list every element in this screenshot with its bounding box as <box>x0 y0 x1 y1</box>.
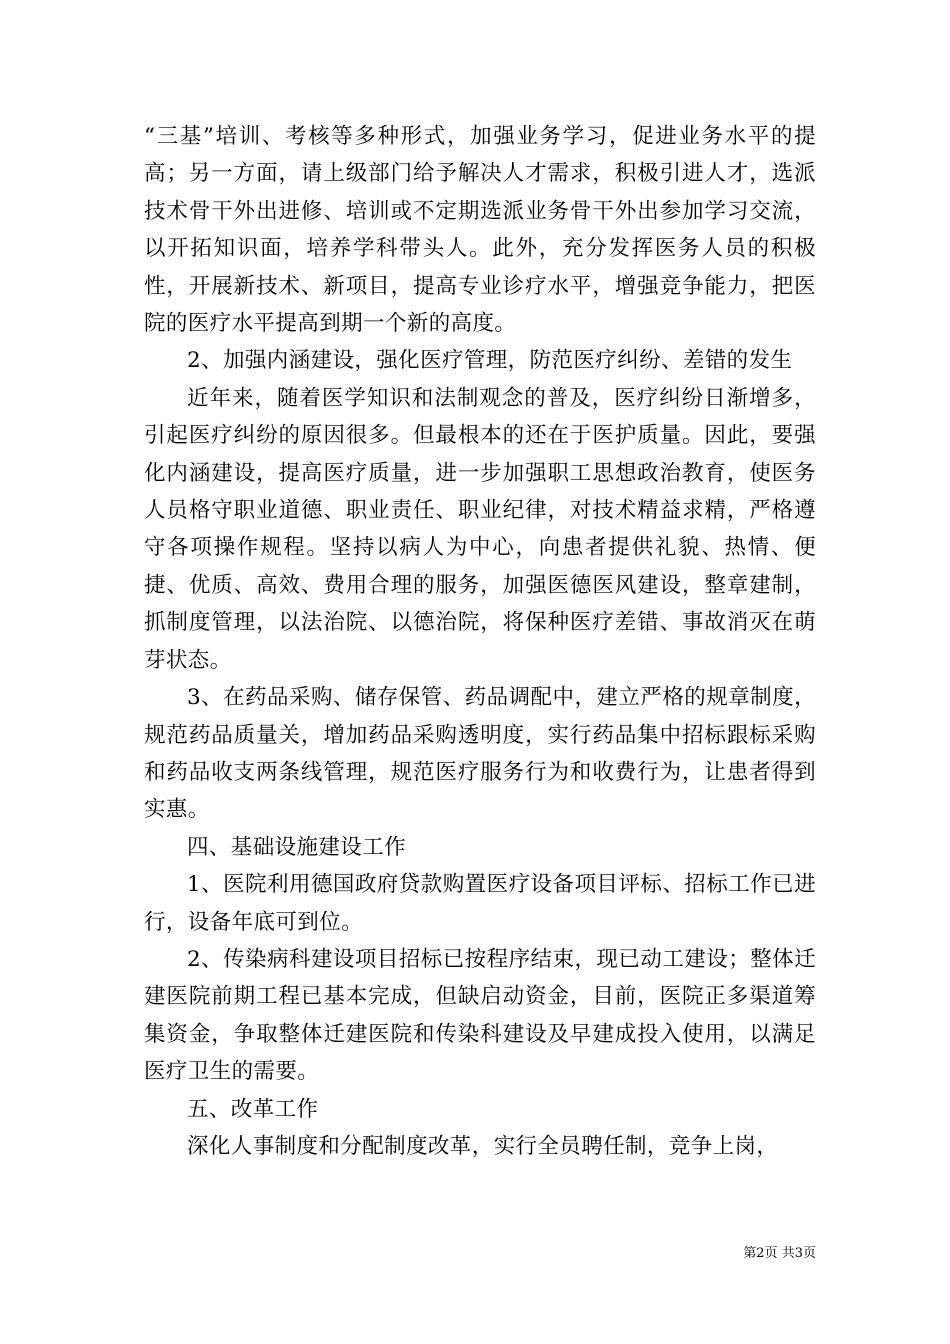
paragraph-3: 近年来，随着医学知识和法制观念的普及，医疗纠纷日渐增多，引起医疗纠纷的原因很多。但最根本的还在于医护质量。因此，要强化内涵建设，提高医疗质量，进一步加强职工思想政治教育，使医务人员格守职业道德、职业责任、职业纪律，对技术精益求精，严格遵守各项操作规程。坚持以病人为中心，向患者提供礼貌、热情、便捷、优质、高效、费用合理的服务，加强医德医风建设，整章建制，抓制度管理，以法治院、以德治院，将保种医疗差错、事故消灭在萌芽状态。 <box>144 385 816 673</box>
footer-total-pages: 3 <box>794 1246 803 1261</box>
footer-suffix: 页 <box>802 1246 816 1261</box>
paragraph-7: 2、传染病科建设项目招标已按程序结束，现已动工建设；整体迁建医院前期工程已基本完成，但缺启动资金，目前，医院正多渠道筹集资金，争取整体迁建医院和传染科建设及早建成投入使用，以满足医疗卫生的需要。 <box>144 946 816 1085</box>
footer-page-number: 2 <box>756 1246 765 1261</box>
section-heading-reform: 五、改革工作 <box>187 1096 319 1122</box>
footer-prefix: 第 <box>743 1246 757 1261</box>
footer-middle: 页 共 <box>764 1246 795 1261</box>
page-footer <box>720 1245 816 1263</box>
document-body <box>144 118 816 1165</box>
paragraph-4: 3、在药品采购、储存保管、药品调配中，建立严格的规章制度，规范药品质量关，增加药品采购透明度，实行药品集中招标跟标采购和药品收支两条线管理，规范医疗服务行为和收费行为，让患者得到实惠。 <box>144 685 816 823</box>
paragraph-1: “三基”培训、考核等多种形式，加强业务学习，促进业务水平的提高；另一方面，请上级部门给予解决人才需求，积极引进人才，选派技术骨干外出进修、培训或不定期选派业务骨干外出参加学习交流，以开拓知识面，培养学科带头人。此外，充分发挥医务人员的积极性，开展新技术、新项目，提高专业诊疗水平，增强竞争能力，把医院的医疗水平提高到期一个新的高度。 <box>144 124 816 337</box>
paragraph-9: 深化人事制度和分配制度改革，实行全员聘任制，竞争上岗， <box>187 1133 779 1159</box>
paragraph-6: 1、医院利用德国政府贷款购置医疗设备项目评标、招标工作已进行，设备年底可到位。 <box>144 872 816 935</box>
section-heading-infrastructure: 四、基础设施建设工作 <box>187 834 407 860</box>
paragraph-2-heading: 2、加强内涵建设，强化医疗管理，防范医疗纠纷、差错的发生 <box>187 348 793 374</box>
